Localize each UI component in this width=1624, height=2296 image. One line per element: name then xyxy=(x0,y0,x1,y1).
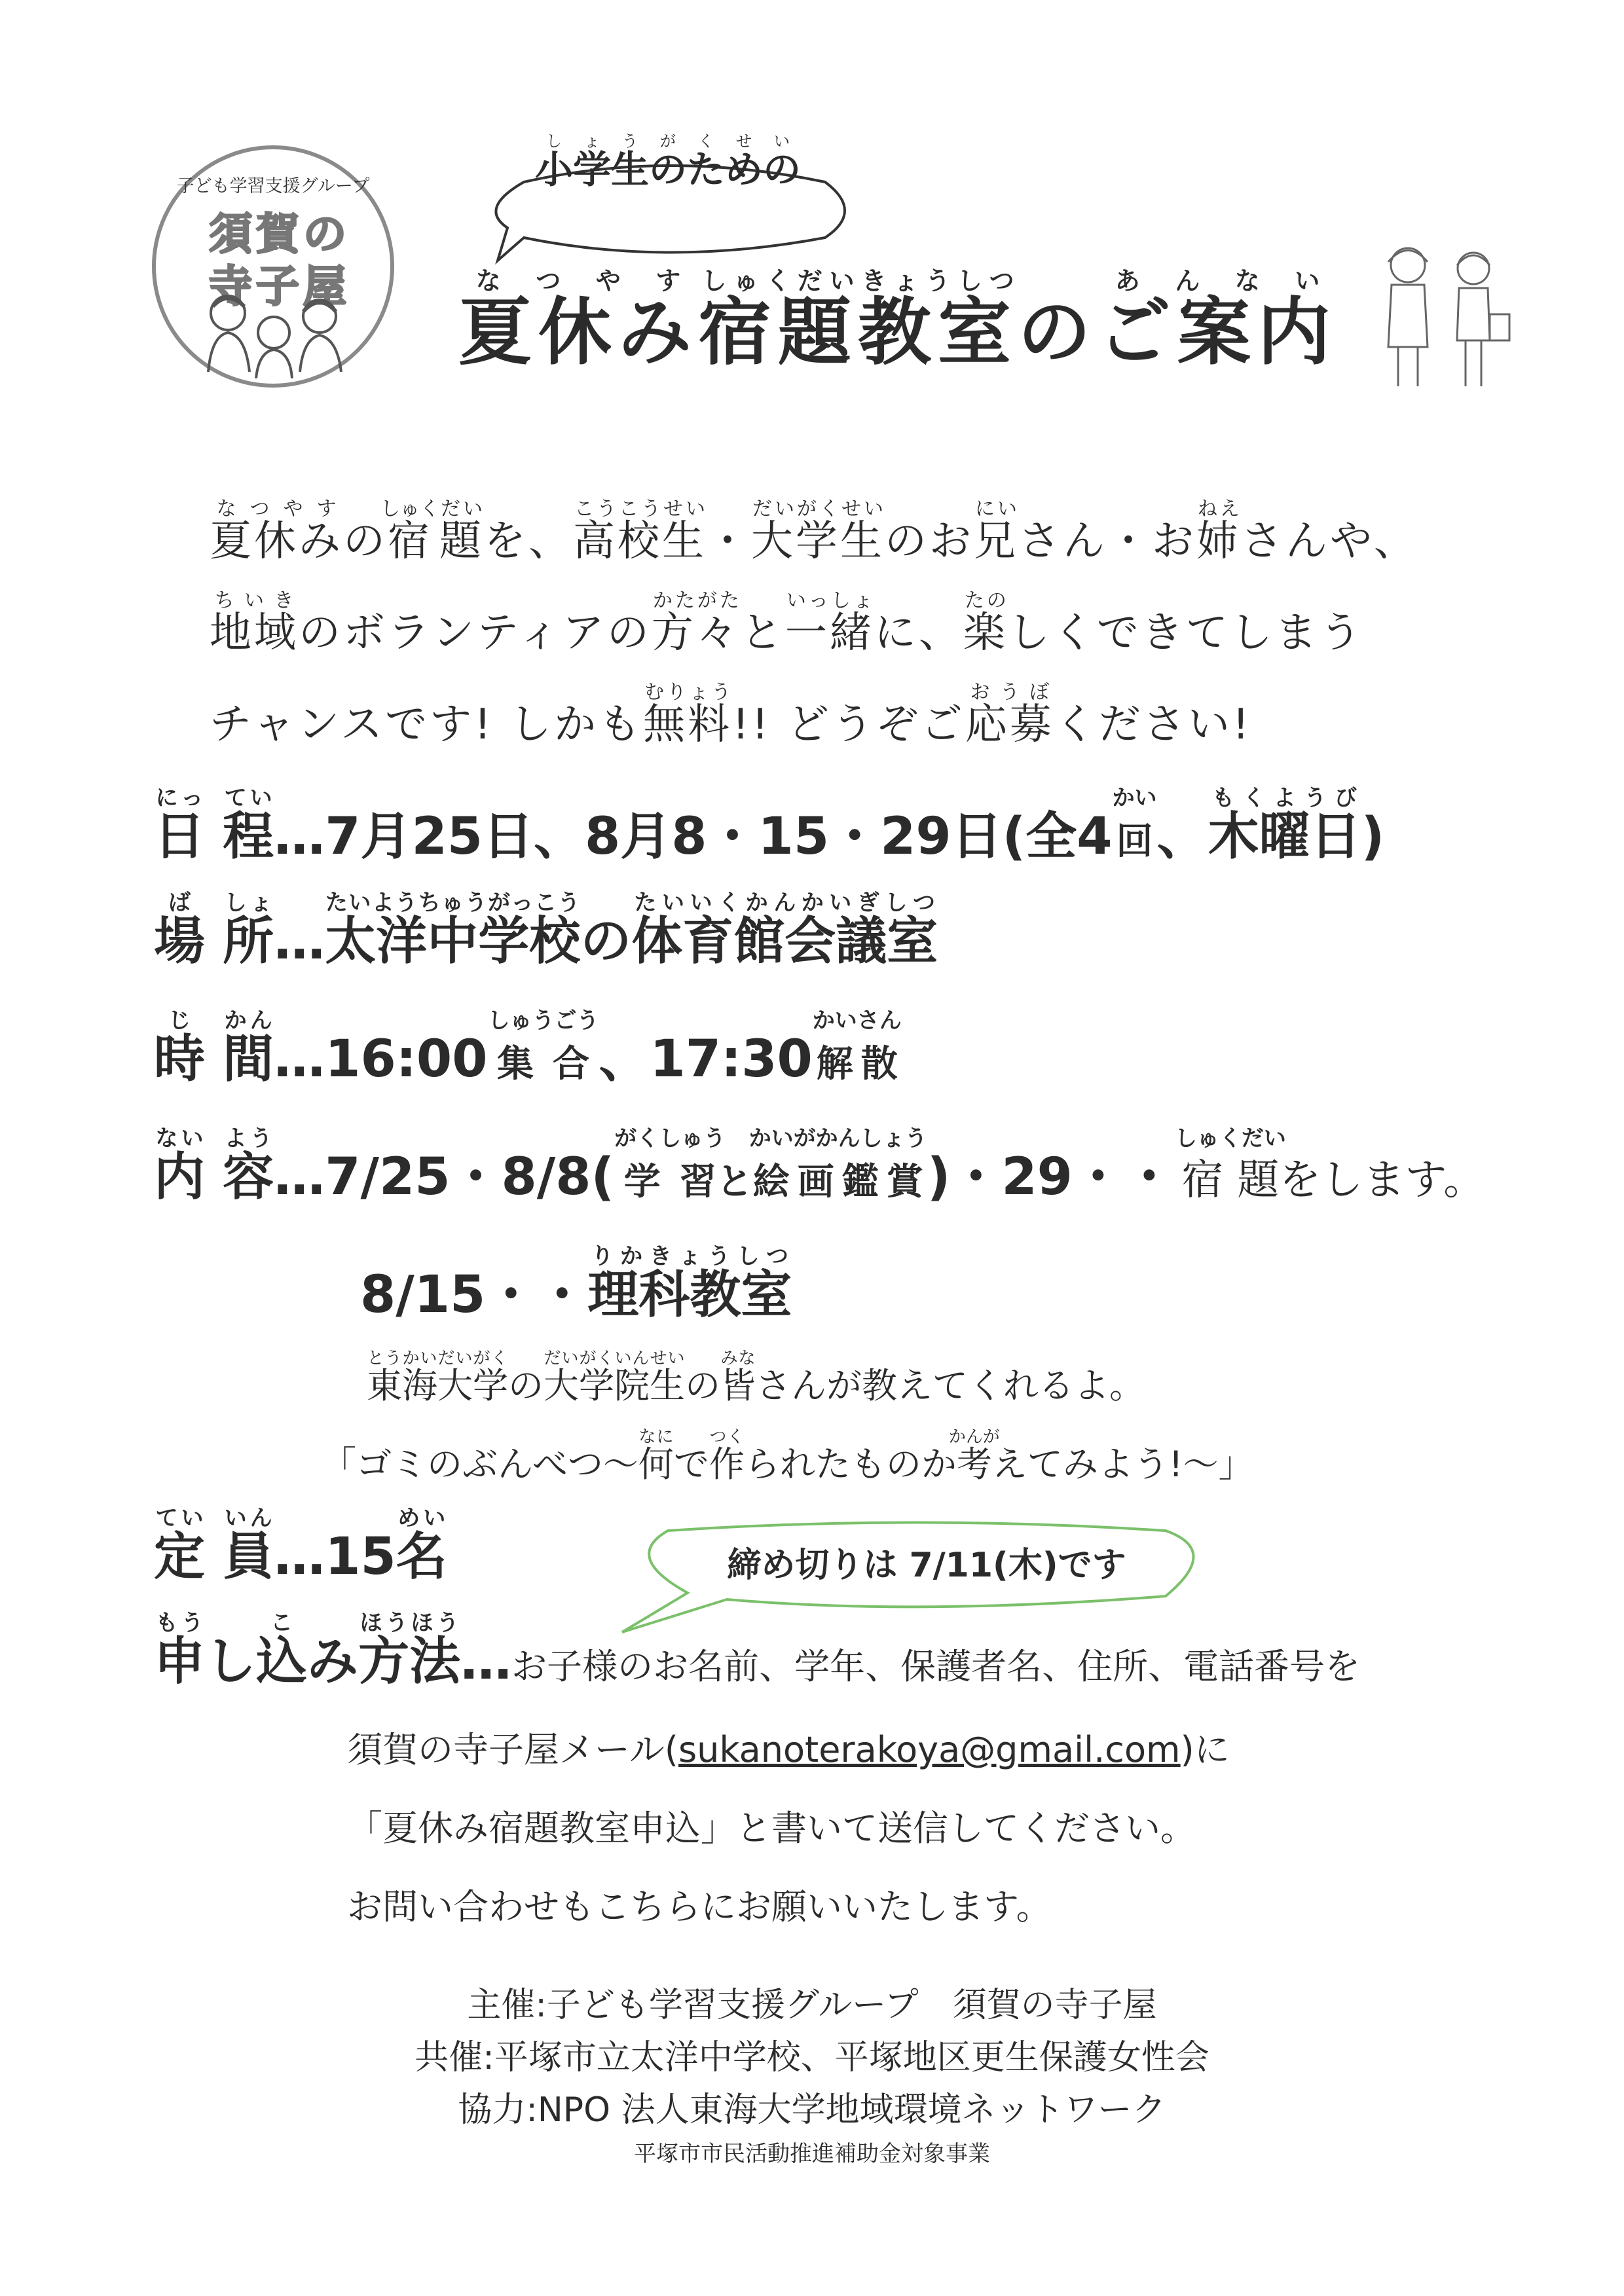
apply-email-prefix: 須賀の寺子屋メール( xyxy=(347,1729,678,1770)
schedule-label: 程 xyxy=(223,807,274,866)
place-ruby: たいいくかんかいぎしつ xyxy=(631,890,938,916)
title-ruby: あんない xyxy=(1098,266,1337,295)
schedule-ruby: かい xyxy=(1112,785,1157,811)
content-study: 学習 xyxy=(614,1161,726,1203)
time-label: 時 xyxy=(154,1030,206,1089)
intro-ruby: たの xyxy=(963,589,1008,612)
apply-label: み xyxy=(307,1632,359,1691)
schedule-end: ) xyxy=(1361,807,1385,866)
intro-word: チャンスです! しかも xyxy=(210,701,644,749)
schedule-sep: 、 xyxy=(1156,807,1208,866)
apply-email-line xyxy=(347,1722,1230,1772)
children-illustration-icon xyxy=(198,287,349,378)
intro-word: しくできてしまう xyxy=(1007,609,1364,657)
schedule-dates: …7月25日、8月8・15・29日(全4 xyxy=(274,807,1113,866)
content-word: 皆 xyxy=(720,1365,756,1406)
logo xyxy=(152,145,394,388)
bubble-heading xyxy=(498,132,838,194)
apply-ruby: こ xyxy=(256,1610,308,1636)
logo-line-1: 須賀の xyxy=(209,209,350,259)
email-link[interactable]: sukanoterakoya@gmail.com xyxy=(678,1729,1181,1770)
intro-ruby: おうぼ xyxy=(965,681,1054,704)
content-to: と xyxy=(716,1161,753,1203)
intro-ruby: だい xyxy=(439,498,484,520)
content-ruby: よう xyxy=(223,1125,274,1152)
content-ruby: しゅくだい xyxy=(1174,1125,1286,1152)
content-ruby: だいがくいんせい xyxy=(544,1349,685,1368)
content-word: さんが教えてくれるよ。 xyxy=(756,1365,1145,1406)
intro-word: のボランティアの xyxy=(299,609,652,657)
apply-ruby: ほうほう xyxy=(358,1610,461,1636)
apply-subject-line: 「夏休み宿題教室申込」と書いて送信してください。 xyxy=(347,1808,1196,1849)
content-word: 作 xyxy=(709,1444,745,1485)
schedule-ruby: もくようび xyxy=(1208,785,1361,811)
intro-word: 兄 xyxy=(974,517,1018,566)
place-label: 場 xyxy=(154,912,206,971)
content-label: 容 xyxy=(223,1148,274,1207)
kids-illustration-icon xyxy=(1362,236,1519,393)
time-start: …16:00 xyxy=(274,1030,488,1089)
intro-word: ください! xyxy=(1054,701,1252,749)
intro-word: 地域 xyxy=(210,609,299,657)
apply-email-suffix: )に xyxy=(1180,1729,1230,1770)
content-art: 絵画鑑賞 xyxy=(748,1161,927,1203)
content-ruby: かいがかんしょう xyxy=(748,1125,927,1152)
time-ruby: じ xyxy=(154,1008,205,1034)
content-science-row xyxy=(360,1244,792,1327)
content-ruby: ない xyxy=(154,1125,206,1152)
content-ruby: みな xyxy=(720,1349,756,1368)
intro-word: を、 xyxy=(484,517,573,566)
schedule-day: 木曜日 xyxy=(1208,807,1361,866)
intro-word: に、 xyxy=(874,609,963,657)
intro-word: 楽 xyxy=(963,609,1008,657)
intro-word: 題 xyxy=(439,517,484,566)
intro-word: 一緒 xyxy=(784,609,874,657)
content-ruby: りかきょうしつ xyxy=(587,1243,792,1269)
apply-label: し xyxy=(205,1632,257,1691)
place-ruby: たいようちゅうがっこう xyxy=(325,890,581,916)
place-school: 太洋中学校 xyxy=(325,912,581,971)
capacity-label: 員 xyxy=(223,1527,274,1586)
capacity-row xyxy=(154,1506,447,1589)
intro-ruby: かたがた xyxy=(651,589,741,612)
apply-ruby: もう xyxy=(154,1610,206,1636)
time-gather: 集合 xyxy=(487,1043,599,1085)
schedule-label: 日 xyxy=(154,807,206,866)
content-homework: 宿題 xyxy=(1174,1156,1286,1205)
content-teachers xyxy=(367,1349,1145,1408)
footer-subsidy: 平塚市市民活動推進補助金対象事業 xyxy=(634,2141,990,2167)
intro-word: の xyxy=(343,517,388,566)
content-word: 「ゴミのぶんべつ〜 xyxy=(321,1444,638,1485)
intro-word: !! どうぞご xyxy=(732,701,965,749)
place-ruby: しょ xyxy=(223,890,274,916)
intro-word: ・ xyxy=(707,517,751,566)
content-row xyxy=(154,1126,1485,1209)
capacity-ruby: てい xyxy=(154,1505,206,1531)
apply-dots: … xyxy=(460,1632,512,1691)
intro-word: 姉 xyxy=(1196,517,1241,566)
intro-ruby: しゅく xyxy=(380,498,439,520)
content-science-date: 8/15・・ xyxy=(360,1266,588,1324)
title-ruby: なつやす xyxy=(458,266,698,295)
intro-line-3 xyxy=(210,681,1251,751)
intro-line-2 xyxy=(210,589,1364,659)
title-part: 宿題教室 xyxy=(698,290,1018,375)
content-word: られたものか xyxy=(744,1444,957,1485)
intro-word: 無料 xyxy=(643,701,733,749)
deadline-text: 締め切りは 7/11(木)です xyxy=(727,1546,1126,1585)
intro-word: さん・お xyxy=(1018,517,1196,566)
page-title xyxy=(458,267,1337,379)
intro-word: 宿 xyxy=(380,517,439,566)
place-dots: … xyxy=(274,912,325,971)
intro-word: 夏休み xyxy=(210,517,343,566)
intro-word: のお xyxy=(885,517,974,566)
place-row xyxy=(154,890,938,974)
intro-ruby: なつやす xyxy=(210,498,343,520)
apply-instructions: お子様のお名前、学年、保護者名、住所、電話番号を xyxy=(511,1646,1361,1687)
intro-word: 高校生 xyxy=(573,517,707,566)
place-label: 所 xyxy=(223,912,274,971)
content-word: 考 xyxy=(948,1444,1000,1485)
time-row xyxy=(154,1008,902,1091)
capacity-ruby: いん xyxy=(223,1505,274,1531)
apply-row xyxy=(154,1611,1360,1694)
content-word: 東海大学 xyxy=(367,1365,508,1406)
place-no: の xyxy=(580,912,632,971)
content-theme xyxy=(321,1427,1254,1487)
schedule-ruby: にっ xyxy=(154,785,206,811)
content-ruby: つく xyxy=(709,1427,745,1447)
title-part: の xyxy=(1018,290,1098,375)
time-ruby: かいさん xyxy=(812,1008,902,1034)
place-room: 体育館会議室 xyxy=(631,912,938,971)
intro-word: と xyxy=(740,609,785,657)
schedule-row xyxy=(154,786,1384,869)
bubble-ruby: しょうがくせい xyxy=(534,132,801,151)
footer-cohost: 共催:平塚市立太洋中学校、平塚地区更生保護女性会 xyxy=(415,2038,1209,2077)
content-do: をします。 xyxy=(1279,1156,1486,1205)
intro-ruby: こうこうせい xyxy=(573,498,707,520)
logo-line-2: 寺子屋 xyxy=(209,261,350,312)
apply-label: 方法 xyxy=(358,1632,461,1691)
intro-ruby: ちいき xyxy=(210,589,299,612)
title-ruby: しゅくだいきょうしつ xyxy=(698,266,1018,295)
bubble-text: 小学生のための xyxy=(534,147,801,192)
capacity-number: …15 xyxy=(274,1527,396,1586)
apply-contact-line: お問い合わせもこちらにお願いいたします。 xyxy=(347,1886,1052,1927)
intro-word: 方々 xyxy=(651,609,741,657)
content-ruby: なに xyxy=(638,1427,674,1447)
time-label: 間 xyxy=(223,1030,274,1089)
content-science: 理科教室 xyxy=(587,1266,792,1324)
intro-word: 応募 xyxy=(965,701,1054,749)
footer-coop: 協力:NPO 法人東海大学地域環境ネットワーク xyxy=(458,2090,1166,2130)
intro-ruby: いっしょ xyxy=(784,589,874,612)
capacity-ruby: めい xyxy=(396,1505,447,1531)
content-label: 内 xyxy=(154,1148,206,1207)
intro-line-1 xyxy=(210,498,1418,568)
place-ruby: ば xyxy=(154,890,205,916)
time-end: 、17:30 xyxy=(599,1030,813,1089)
intro-word: 大学生 xyxy=(751,517,885,566)
title-part: 夏休み xyxy=(458,290,698,375)
schedule-kai: 回 xyxy=(1112,820,1157,863)
intro-ruby: ねえ xyxy=(1196,498,1241,520)
content-ruby: かんが xyxy=(948,1427,1000,1447)
content-ruby: がくしゅう xyxy=(614,1125,726,1152)
intro-ruby: むりょう xyxy=(643,681,733,704)
capacity-label: 定 xyxy=(154,1527,206,1586)
apply-label: 込 xyxy=(256,1632,308,1691)
time-ruby: かん xyxy=(223,1008,274,1034)
content-word: で xyxy=(673,1444,709,1485)
content-dates-2: )・29・・ xyxy=(927,1148,1175,1207)
intro-ruby: だいがくせい xyxy=(751,498,885,520)
content-ruby: とうかいだいがく xyxy=(367,1349,508,1368)
capacity-unit: 名 xyxy=(396,1527,447,1586)
time-ruby: しゅうごう xyxy=(487,1008,599,1034)
apply-label: 申 xyxy=(154,1632,206,1691)
footer-host: 主催:子ども学習支援グループ 須賀の寺子屋 xyxy=(467,1986,1157,2025)
content-word: の xyxy=(685,1365,720,1406)
logo-group-name: 子ども学習支援グループ xyxy=(176,176,370,196)
intro-ruby: にい xyxy=(974,498,1018,520)
content-dates: …7/25・8/8( xyxy=(274,1148,615,1207)
title-part: ご案内 xyxy=(1098,290,1337,375)
content-word: 何 xyxy=(638,1444,674,1485)
intro-word: さんや、 xyxy=(1241,517,1418,566)
content-word: 大学院生 xyxy=(544,1365,685,1406)
content-word: の xyxy=(508,1365,544,1406)
content-word: えてみよう!〜」 xyxy=(991,1444,1254,1485)
time-dismiss: 解散 xyxy=(812,1043,902,1085)
schedule-ruby: てい xyxy=(223,785,274,811)
